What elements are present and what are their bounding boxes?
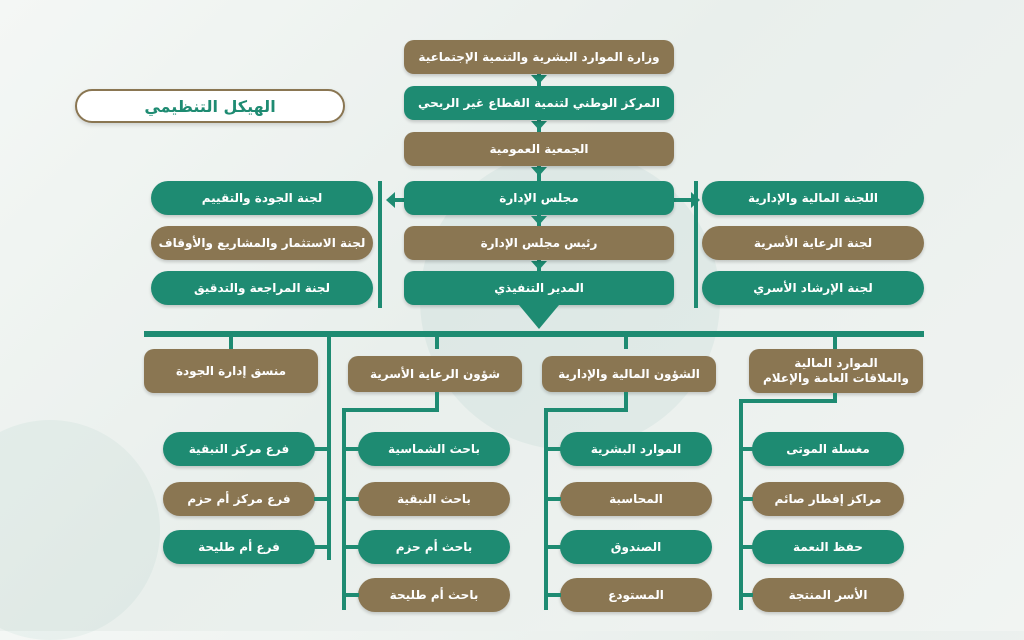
item-connector <box>314 447 329 451</box>
item-connector <box>314 497 329 501</box>
item-warehouse: المستودع <box>560 578 712 612</box>
column-connector-dept3 <box>342 408 346 610</box>
board-box: مجلس الإدارة <box>404 181 674 215</box>
item-accounting: المحاسبة <box>560 482 712 516</box>
board-chair-box: رئيس مجلس الإدارة <box>404 226 674 260</box>
item-food-preservation: حفظ النعمة <box>752 530 904 564</box>
dept-family-care: شؤون الرعاية الأسرية <box>348 356 522 392</box>
item-branch-um-tuleiha: فرع أم طليحة <box>163 530 315 564</box>
dept-title-line2: والعلاقات العامة والإعلام <box>763 371 909 385</box>
item-connector <box>739 497 753 501</box>
committee-investment-projects: لجنة الاستثمار والمشاريع والأوقاف <box>151 226 373 260</box>
committee-family-guidance: لجنة الإرشاد الأسري <box>702 271 924 305</box>
arrow-down-icon <box>531 261 547 270</box>
item-fund: الصندوق <box>560 530 712 564</box>
departments-horizontal-bar <box>144 331 924 337</box>
committee-finance-admin: اللجنة المالية والإدارية <box>702 181 924 215</box>
column-connector-dept1 <box>739 399 743 610</box>
arrow-down-icon <box>531 167 547 176</box>
item-researcher-um-hazm: باحث أم حزم <box>358 530 510 564</box>
department-drop-connector <box>229 337 233 349</box>
background-circle-decoration <box>0 420 160 640</box>
dept-resources-pr-media <box>749 349 923 393</box>
item-body-washing: مغسلة الموتى <box>752 432 904 466</box>
item-researcher-shamasiya: باحث الشماسية <box>358 432 510 466</box>
arrow-left-icon <box>386 192 395 208</box>
column-connector-dept3 <box>346 408 439 412</box>
item-connector <box>314 545 329 549</box>
executive-director-box: المدير التنفيذي <box>404 271 674 305</box>
item-connector <box>342 593 359 597</box>
committee-audit: لجنة المراجعة والتدقيق <box>151 271 373 305</box>
item-connector <box>739 593 753 597</box>
item-connector <box>544 447 561 451</box>
dept-quality-coordinator: منسق إدارة الجودة <box>144 349 318 393</box>
item-branch-nabqiya: فرع مركز النبقية <box>163 432 315 466</box>
item-researcher-nabqiya: باحث النبقية <box>358 482 510 516</box>
item-branch-um-hazm: فرع مركز أم حزم <box>163 482 315 516</box>
committee-family-care: لجنة الرعاية الأسرية <box>702 226 924 260</box>
chevron-down-icon <box>519 305 559 329</box>
arrow-down-icon <box>531 216 547 225</box>
department-drop-connector <box>833 337 837 349</box>
column-connector-dept1 <box>743 399 837 403</box>
committee-quality-evaluation: لجنة الجودة والتقييم <box>151 181 373 215</box>
left-committees-bar <box>378 181 382 308</box>
item-connector <box>739 447 753 451</box>
department-drop-connector <box>435 337 439 349</box>
dept-title-line1: الموارد المالية <box>794 356 878 370</box>
item-connector <box>544 497 561 501</box>
arrow-down-icon <box>531 75 547 84</box>
item-researcher-um-tuleiha: باحث أم طليحة <box>358 578 510 612</box>
page-title: الهيكل التنظيمي <box>75 89 345 123</box>
item-connector <box>544 545 561 549</box>
dept-finance-admin: الشؤون المالية والإدارية <box>542 356 716 392</box>
item-connector <box>544 593 561 597</box>
item-connector <box>739 545 753 549</box>
column-connector-dept2 <box>548 408 628 412</box>
column-connector-dept2 <box>544 408 548 610</box>
department-drop-connector <box>624 337 628 349</box>
arrow-down-icon <box>531 121 547 130</box>
item-connector <box>342 497 359 501</box>
item-human-resources: الموارد البشرية <box>560 432 712 466</box>
item-connector <box>342 447 359 451</box>
ministry-box: وزارة الموارد البشرية والتنمية الإجتماعية <box>404 40 674 74</box>
item-productive-families: الأسر المنتجة <box>752 578 904 612</box>
general-assembly-box: الجمعية العمومية <box>404 132 674 166</box>
right-committees-bar <box>694 181 698 308</box>
national-center-box: المركز الوطني لتنمية القطاع غير الربحي <box>404 86 674 120</box>
item-iftar-centers: مراكز إفطار صائم <box>752 482 904 516</box>
item-connector <box>342 545 359 549</box>
